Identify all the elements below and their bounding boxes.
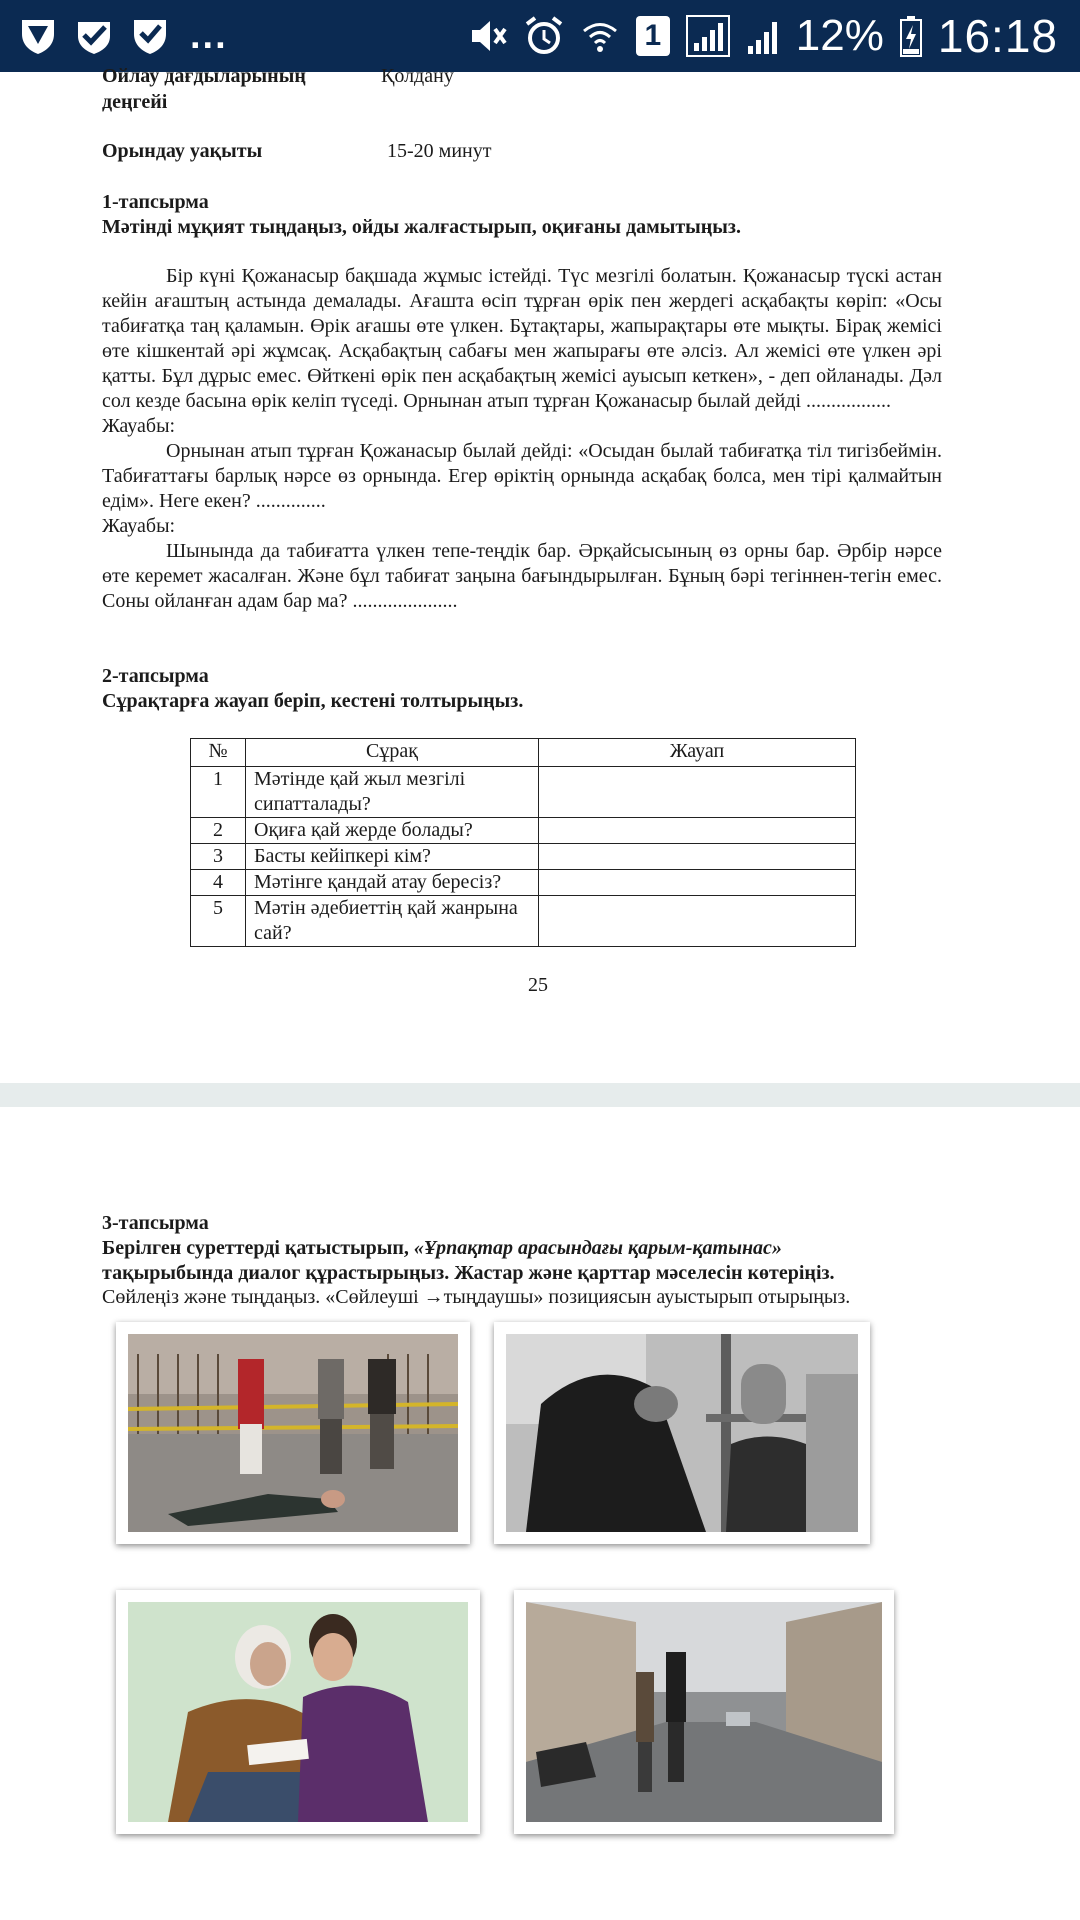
signal-strength-icon — [686, 15, 730, 57]
row-answer — [539, 818, 856, 844]
answer-label-2: Жауабы: — [102, 515, 176, 537]
row-answer — [539, 844, 856, 870]
battery-percent: 12% — [795, 11, 884, 60]
row-number: 5 — [191, 896, 246, 947]
row-question: Мәтінге қандай атау бересіз? — [246, 870, 539, 896]
skill-level-label-line2: деңгейі — [102, 91, 168, 113]
row-question: Басты кейіпкері кім? — [246, 844, 539, 870]
wifi-icon — [580, 16, 620, 56]
duration-label: Орындау уақыты — [102, 140, 263, 162]
page-separator — [0, 1083, 1080, 1107]
row-question: Мәтінде қай жыл мезгілі сипатталады? — [246, 767, 539, 818]
photo-grandmother-reading-with-young-man — [116, 1590, 480, 1834]
clock-time: 16:18 — [937, 10, 1058, 62]
questions-table — [190, 738, 856, 947]
task2-title: 2-тапсырма — [102, 665, 209, 687]
alarm-icon — [524, 15, 564, 57]
task3-instruction-line3: Сөйлеңіз және тыңдаңыз. «Сөйлеуші →тыңдаушы» позициясын ауыстырып отырыңыз. — [102, 1286, 851, 1308]
row-question: Оқиға қай жерде болады? — [246, 818, 539, 844]
table-row — [191, 870, 856, 896]
task3-instruction-line1 — [102, 1236, 782, 1261]
photo-street-accident — [116, 1322, 470, 1544]
table-header-number: № — [191, 739, 246, 767]
photo-elderly-woman-on-bus — [494, 1322, 870, 1544]
answer-label-1: Жауабы: — [102, 415, 176, 437]
table-row — [191, 896, 856, 947]
shield-notification-icon — [18, 16, 58, 56]
task3-instruction-prefix: Берілген суреттерді қатыстырып, — [102, 1237, 414, 1259]
mute-icon — [468, 16, 508, 56]
story-text — [102, 264, 942, 614]
story-paragraph-2: Орнынан атып тұрған Қожанасыр былай дейді: «Осыдан былай табиғатқа тіл тигізбеймін. Табиғаттағы барлық нәрсе өз орнында. Егер өріктің орнында асқабақ болса, мен тірі қалмайтын едім». Неге екен? .............. — [102, 440, 942, 512]
table-header-question: Сұрақ — [246, 739, 539, 767]
sim-slot-icon: 1 — [636, 16, 670, 56]
skill-level-label-line1: Ойлау дағдыларының — [102, 65, 306, 87]
signal-strength-2-icon — [746, 16, 780, 56]
task3-instruction-line2: тақырыбында диалог құрастырыңыз. Жастар және қарттар мәселесін көтеріңіз. — [102, 1262, 835, 1284]
table-row — [191, 767, 856, 818]
shield-check-notification-icon — [130, 16, 170, 56]
story-paragraph-3: Шынында да табиғатта үлкен тепе-теңдік бар. Әрқайсысының өз орны бар. Әрбір нәрсе өте керемет жасалған. Және бұл табиғат заңына бағындырылған. Бұның бәрі тегіннен-тегін емес. Соны ойланған адам бар ма? ..................... — [102, 540, 942, 612]
check-notification-icon — [74, 16, 114, 56]
task2-instruction: Сұрақтарға жауап беріп, кестені толтырыңыз. — [102, 690, 524, 712]
task3-topic: «Ұрпақтар арасындағы қарым-қатынас» — [413, 1237, 782, 1259]
status-bar — [0, 0, 1080, 72]
skill-level-value: Қолдану — [381, 65, 454, 87]
row-answer — [539, 896, 856, 947]
row-number: 4 — [191, 870, 246, 896]
row-number: 2 — [191, 818, 246, 844]
table-row — [191, 818, 856, 844]
task1-instruction: Мәтінді мұқият тыңдаңыз, ойды жалғастырып, оқиғаны дамытыңыз. — [102, 216, 741, 238]
story-paragraph-1: Бір күні Қожанасыр бақшада жұмыс істейді. Түс мезгілі болатын. Қожанасыр түскі астан кейін ағаштың астында демалады. Ағашта өсіп тұрған өрік пен жердегі асқабақты көріп: «Осы табиғатқа таң қаламын. Өрік ағашы өте үлкен. Бұтақтары, жапырақтары өте мықты. Бірақ жемісі өте кішкентай әрі жұмсақ. Асқабақтың сабағы мен жапырағы өте әлсіз. Ал жемісі өте үлкен әрі қатты. Бұл дұрыс емес. Өйткені өрік пен асқабақтың жемісі ауысып кеткен», - деп ойланады. Дәл сол кезде басына өрік келіп түседі. Орнынан атып тұрған Қожанасыр былай дейді ................. — [102, 265, 942, 412]
table-header-answer: Жауап — [539, 739, 856, 767]
row-number: 3 — [191, 844, 246, 870]
table-header-row — [191, 739, 856, 767]
battery-charging-icon — [900, 15, 922, 57]
table-row — [191, 844, 856, 870]
row-question: Мәтін әдебиеттің қай жанрына сай? — [246, 896, 539, 947]
more-notifications-indicator: ... — [190, 15, 228, 57]
task1-title: 1-тапсырма — [102, 191, 209, 213]
row-answer — [539, 870, 856, 896]
page-number: 25 — [528, 974, 548, 996]
row-number: 1 — [191, 767, 246, 818]
photo-young-man-helping-elderly-cross-street — [514, 1590, 894, 1834]
duration-value: 15-20 минут — [387, 140, 492, 162]
task3-title: 3-тапсырма — [102, 1212, 209, 1234]
row-answer — [539, 767, 856, 818]
